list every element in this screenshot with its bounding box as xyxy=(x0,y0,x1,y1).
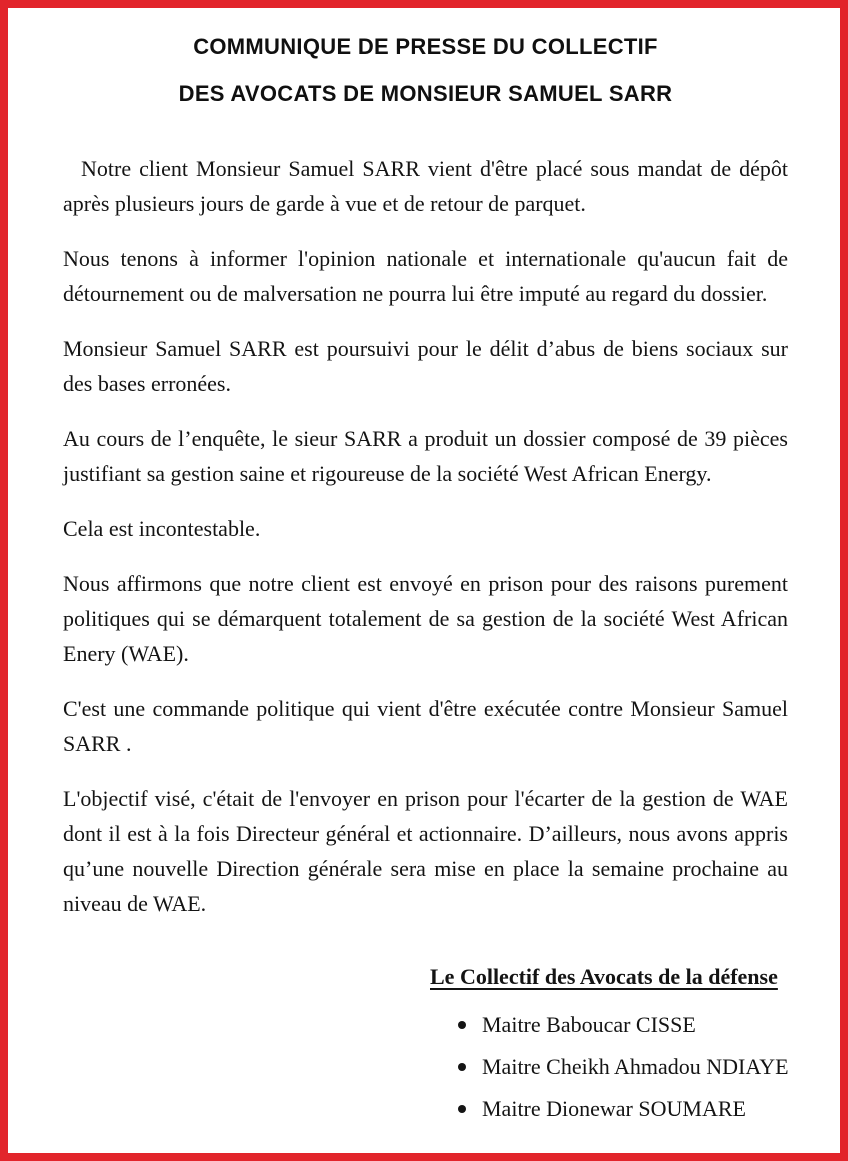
page-content xyxy=(8,23,840,1130)
bullet-icon xyxy=(458,1063,466,1071)
document-title xyxy=(63,23,788,117)
bullet-icon xyxy=(458,1105,466,1113)
paragraph-6: Nous affirmons que notre client est envoyé en prison pour des raisons purement politiques qui se démarquent totalement de sa gestion de la société West African Enery (WAE). xyxy=(63,571,788,666)
list-item xyxy=(430,1046,788,1088)
signature-block xyxy=(430,959,788,1130)
title-line-1: COMMUNIQUE DE PRESSE DU COLLECTIF xyxy=(193,34,658,59)
lawyer-name: Maitre Cheikh Ahmadou NDIAYE xyxy=(482,1054,789,1079)
title-line-2: DES AVOCATS DE MONSIEUR SAMUEL SARR xyxy=(178,81,673,106)
paragraph-1: Notre client Monsieur Samuel SARR vient d'être placé sous mandat de dépôt après plusieurs jours de garde à vue et de retour de parquet. xyxy=(63,156,788,216)
list-item xyxy=(430,1004,788,1046)
list-item xyxy=(430,1088,788,1130)
signature-heading: Le Collectif des Avocats de la défense xyxy=(430,964,778,989)
lawyers-list xyxy=(430,1004,788,1130)
document-body xyxy=(63,151,788,921)
lawyer-name: Maitre Dionewar SOUMARE xyxy=(482,1096,746,1121)
bullet-icon xyxy=(458,1021,466,1029)
lawyer-name: Maitre Baboucar CISSE xyxy=(482,1012,696,1037)
paragraph-5: Cela est incontestable. xyxy=(63,516,261,541)
paragraph-8: L'objectif visé, c'était de l'envoyer en prison pour l'écarter de la gestion de WAE dont il est à la fois Directeur général et actionnaire. D’ailleurs, nous avons appris qu’une nouvelle Direction générale sera mise en place la semaine prochaine au niveau de WAE. xyxy=(63,786,788,916)
paragraph-7: C'est une commande politique qui vient d'être exécutée contre Monsieur Samuel SARR . xyxy=(63,696,788,756)
paragraph-4: Au cours de l’enquête, le sieur SARR a produit un dossier composé de 39 pièces justifiant sa gestion saine et rigoureuse de la société West African Energy. xyxy=(63,426,788,486)
paragraph-3: Monsieur Samuel SARR est poursuivi pour le délit d’abus de biens sociaux sur des bases erronées. xyxy=(63,336,788,396)
paragraph-2: Nous tenons à informer l'opinion nationale et internationale qu'aucun fait de détournement ou de malversation ne pourra lui être imputé au regard du dossier. xyxy=(63,246,788,306)
